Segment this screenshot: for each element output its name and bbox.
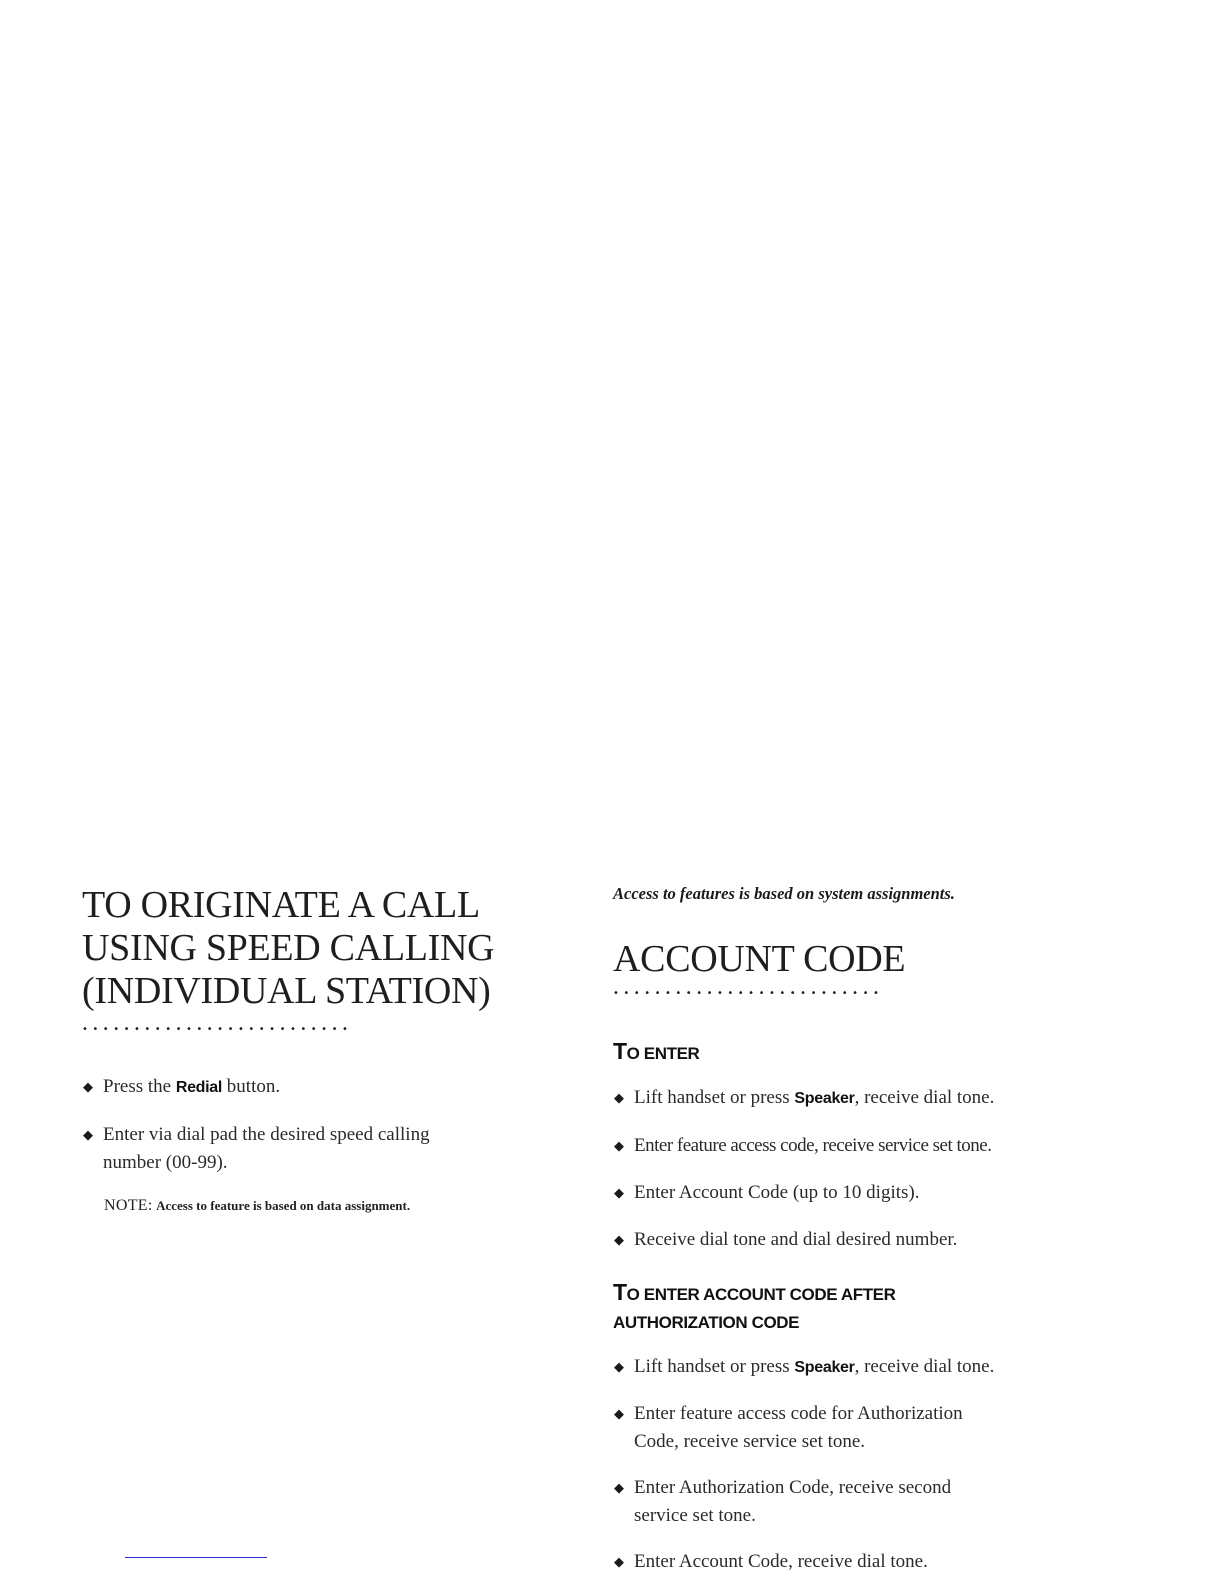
list-item: ◆ Press the Redial button. xyxy=(82,1073,552,1102)
list-item: ◆ Enter Account Code, receive dial tone. xyxy=(613,1548,1083,1576)
dotted-separator: •••••••••••••••••••••••••• xyxy=(82,1024,353,1035)
list-item: ◆ Enter feature access code, receive service set tone. xyxy=(613,1132,1083,1160)
after-authorization-heading: TO ENTER ACCOUNT CODE AFTER AUTHORIZATION CODE xyxy=(613,1279,896,1332)
diamond-bullet-icon: ◆ xyxy=(614,1138,624,1153)
left-column xyxy=(82,884,552,1215)
dotted-separator: •••••••••••••••••••••••••• xyxy=(613,988,884,999)
diamond-bullet-icon: ◆ xyxy=(614,1232,624,1247)
note-label: NOTE: xyxy=(104,1197,153,1214)
list-item: ◆ Enter feature access code for Authorization Code, receive service set tone. xyxy=(613,1400,1083,1456)
diamond-bullet-icon: ◆ xyxy=(614,1480,624,1495)
diamond-bullet-icon: ◆ xyxy=(614,1185,624,1200)
list-item: ◆ Enter Authorization Code, receive second service set tone. xyxy=(613,1474,1083,1530)
footnote-rule xyxy=(125,1557,267,1558)
speaker-key-label: Speaker xyxy=(794,1359,855,1376)
diamond-bullet-icon: ◆ xyxy=(83,1127,93,1142)
list-item: ◆ Receive dial tone and dial desired number. xyxy=(613,1226,1083,1254)
speed-calling-title xyxy=(82,884,552,1013)
diamond-bullet-icon: ◆ xyxy=(614,1554,624,1569)
to-enter-heading: TO ENTER xyxy=(613,1038,700,1064)
speaker-key-label: Speaker xyxy=(794,1090,855,1107)
title-line: (INDIVIDUAL STATION) xyxy=(82,970,491,1012)
list-item: ◆ Enter Account Code (up to 10 digits). xyxy=(613,1179,1083,1207)
diamond-bullet-icon: ◆ xyxy=(614,1090,624,1105)
diamond-bullet-icon: ◆ xyxy=(614,1406,624,1421)
right-column xyxy=(613,884,1083,1576)
note-text: Access to feature is based on data assignment. xyxy=(156,1198,411,1213)
redial-key-label: Redial xyxy=(175,1079,223,1096)
diamond-bullet-icon: ◆ xyxy=(83,1079,93,1094)
list-item: ◆ Lift handset or press Speaker, receive dial tone. xyxy=(613,1084,1083,1113)
access-banner: Access to features is based on system assignments. xyxy=(613,884,955,903)
list-item: ◆ Lift handset or press Speaker, receive dial tone. xyxy=(613,1353,1083,1382)
diamond-bullet-icon: ◆ xyxy=(614,1359,624,1374)
account-code-title: ACCOUNT CODE xyxy=(613,938,906,980)
list-item: ◆ Enter via dial pad the desired speed calling number (00-99). xyxy=(82,1121,552,1177)
title-line: TO ORIGINATE A CALL xyxy=(82,884,480,926)
note xyxy=(82,1197,552,1215)
title-line: USING SPEED CALLING xyxy=(82,927,495,969)
